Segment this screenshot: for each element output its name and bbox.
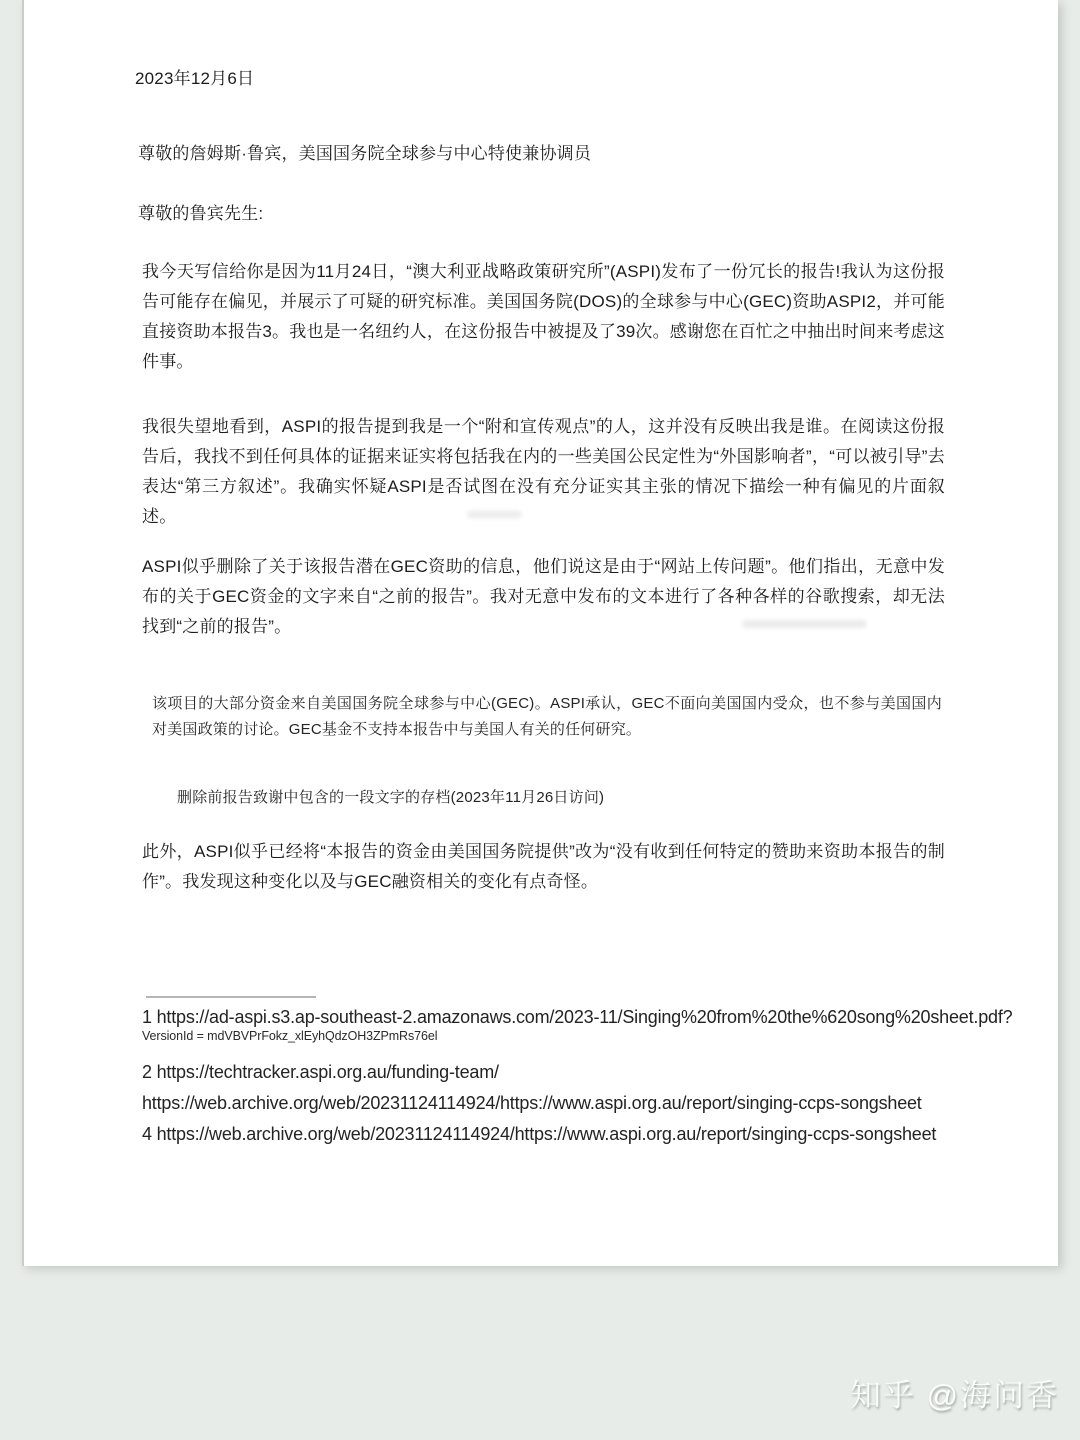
footnote-4: 4 https://web.archive.org/web/20231124114924/https://www.aspi.org.au/report/singing-ccps-songsheet	[142, 1124, 937, 1144]
paragraph: 我今天写信给你是因为11月24日，“澳大利亚战略政策研究所”(ASPI)发布了一份冗长的报告!我认为这份报告可能存在偏见，并展示了可疑的研究标准。美国国务院(DOS)的全球参与中心(GEC)资助ASPI2，并可能直接资助本报告3。我也是一名纽约人，在这份报告中被提及了39次。感谢您在百忙之中抽出时间来考虑这件事。	[142, 262, 945, 371]
footnote-1: 1 https://ad-aspi.s3.ap-southeast-2.amazonaws.com/2023-11/Singing%20from%20the%620song%20sheet.pdf?	[142, 1007, 1013, 1027]
footnote-1-versionid: VersionId = mdVBVPrFokz_xlEyhQdzOH3ZPmRs76el	[142, 1029, 438, 1043]
letter-date: 2023年12月6日	[135, 69, 255, 88]
erased-text-artifact	[467, 511, 522, 518]
recipient-line: 尊敬的詹姆斯·鲁宾，美国国务院全球参与中心特使兼协调员	[138, 144, 592, 163]
paragraph: 我很失望地看到，ASPI的报告提到我是一个“附和宣传观点”的人，这并没有反映出我是谁。在阅读这份报告后，我找不到任何具体的证据来证实将包括我在内的一些美国公民定性为“外国影响者”，“可以被引导”去表达“第三方叙述”。我确实怀疑ASPI是否试图在没有充分证实其主张的情况下描绘一种有偏见的片面叙述。	[142, 417, 945, 526]
zhihu-watermark: 知乎 @海问香	[850, 1378, 1060, 1413]
erased-text-artifact	[742, 620, 867, 628]
quoted-excerpt: 该项目的大部分资金来自美国国务院全球参与中心(GEC)。ASPI承认，GEC不面向美国国内受众，也不参与美国国内对美国政策的讨论。GEC基金不支持本报告中与美国人有关的任何研究。	[152, 695, 942, 738]
footnote-separator	[146, 996, 316, 998]
paragraph: ASPI似乎删除了关于该报告潜在GEC资助的信息，他们说这是由于“网站上传问题”。他们指出，无意中发布的关于GEC资金的文字来自“之前的报告”。我对无意中发布的文本进行了各种各样的谷歌搜索，却无法找到“之前的报告”。	[142, 557, 945, 636]
salutation: 尊敬的鲁宾先生:	[138, 204, 264, 223]
document-page	[22, 0, 1058, 1266]
quote-caption: 删除前报告致谢中包含的一段文字的存档(2023年11月26日访问)	[177, 789, 605, 806]
closing-paragraph: 此外，ASPI似乎已经将“本报告的资金由美国国务院提供”改为“没有收到任何特定的赞助来资助本报告的制作”。我发现这种变化以及与GEC融资相关的变化有点奇怪。	[142, 842, 945, 891]
footnote-3: https://web.archive.org/web/20231124114924/https://www.aspi.org.au/report/singing-ccps-songsheet	[142, 1093, 922, 1113]
footnote-2: 2 https://techtracker.aspi.org.au/funding-team/	[142, 1062, 499, 1082]
